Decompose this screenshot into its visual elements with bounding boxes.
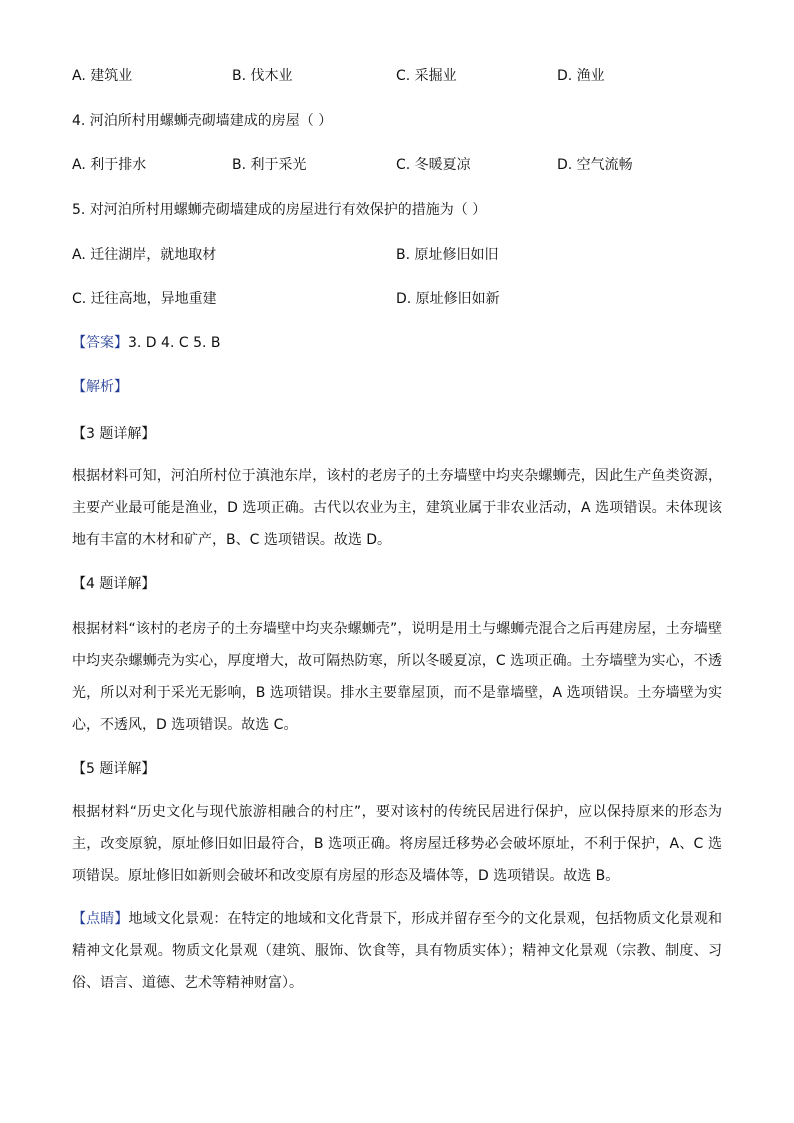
detail5-header: 【5 题详解】 [72, 761, 156, 777]
dianjing-paragraph [72, 903, 722, 999]
dianjing-label: 【点睛】 [72, 911, 129, 927]
analysis-label: 【解析】 [72, 379, 128, 395]
q3-option-d: D. 渔业 [557, 68, 605, 84]
answer-label: 【答案】 [72, 335, 128, 351]
q3-option-c: C. 采掘业 [396, 68, 457, 84]
q4-option-a: A. 利于排水 [72, 157, 147, 173]
q4-option-c: C. 冬暖夏凉 [396, 157, 471, 173]
detail4-text: 根据材料“该村的老房子的土夯墙壁中均夹杂螺蛳壳”，说明是用土与螺蛳壳混合之后再建房屋，土夯墙壁中均夹杂螺蛳壳为实心，厚度增大，故可隔热防寒，所以冬暖夏凉，C 选项正确。土夯墙壁为实心，不透光，所以对利于采光无影响，B 选项错误。排水主要靠屋顶，而不是靠墙壁，A 选项错误。土夯墙壁为实心，不透风，D 选项错误。故选 C。 [72, 621, 722, 733]
dianjing-text: 地域文化景观：在特定的地域和文化背景下，形成并留存至今的文化景观，包括物质文化景观和精神文化景观。物质文化景观（建筑、服饰、饮食等，具有物质实体）；精神文化景观（宗教、制度、习俗、语言、道德、艺术等精神财富）。 [72, 911, 723, 991]
q4-option-d: D. 空气流畅 [557, 157, 633, 173]
q5-stem: 5. 对河泊所村用螺蛳壳砌墙建成的房屋进行有效保护的措施为（ ） [72, 202, 487, 218]
q5-option-d: D. 原址修旧如新 [396, 291, 500, 307]
q4-stem: 4. 河泊所村用螺蛳壳砌墙建成的房屋（ ） [72, 113, 333, 129]
q5-option-a: A. 迁往湖岸，就地取材 [72, 247, 217, 263]
detail5-text: 根据材料“历史文化与现代旅游相融合的村庄”，要对该村的传统民居进行保护，应以保持原来的形态为主，改变原貌，原址修旧如旧最符合，B 选项正确。将房屋迁移势必会破坏原址，不利于保护，A、C 选项错误。原址修旧如新则会破坏和改变原有房屋的形态及墙体等，D 选项错误。故选 B。 [72, 804, 722, 884]
detail3-header: 【3 题详解】 [72, 426, 156, 442]
answer-line [72, 333, 220, 353]
q3-option-a: A. 建筑业 [72, 68, 133, 84]
answer-text: 3. D 4. C 5. B [128, 335, 221, 351]
q3-option-b: B. 伐木业 [232, 68, 293, 84]
q5-option-c: C. 迁往高地，异地重建 [72, 291, 217, 307]
detail4-header: 【4 题详解】 [72, 576, 156, 592]
q4-option-b: B. 利于采光 [232, 157, 307, 173]
detail3-text: 根据材料可知，河泊所村位于滇池东岸，该村的老房子的土夯墙壁中均夹杂螺蛳壳，因此生产鱼类资源，主要产业最可能是渔业，D 选项正确。古代以农业为主，建筑业属于非农业活动，A 选项错误。未体现该地有丰富的木材和矿产，B、C 选项错误。故选 D。 [72, 468, 722, 548]
q5-option-b: B. 原址修旧如旧 [396, 247, 499, 263]
